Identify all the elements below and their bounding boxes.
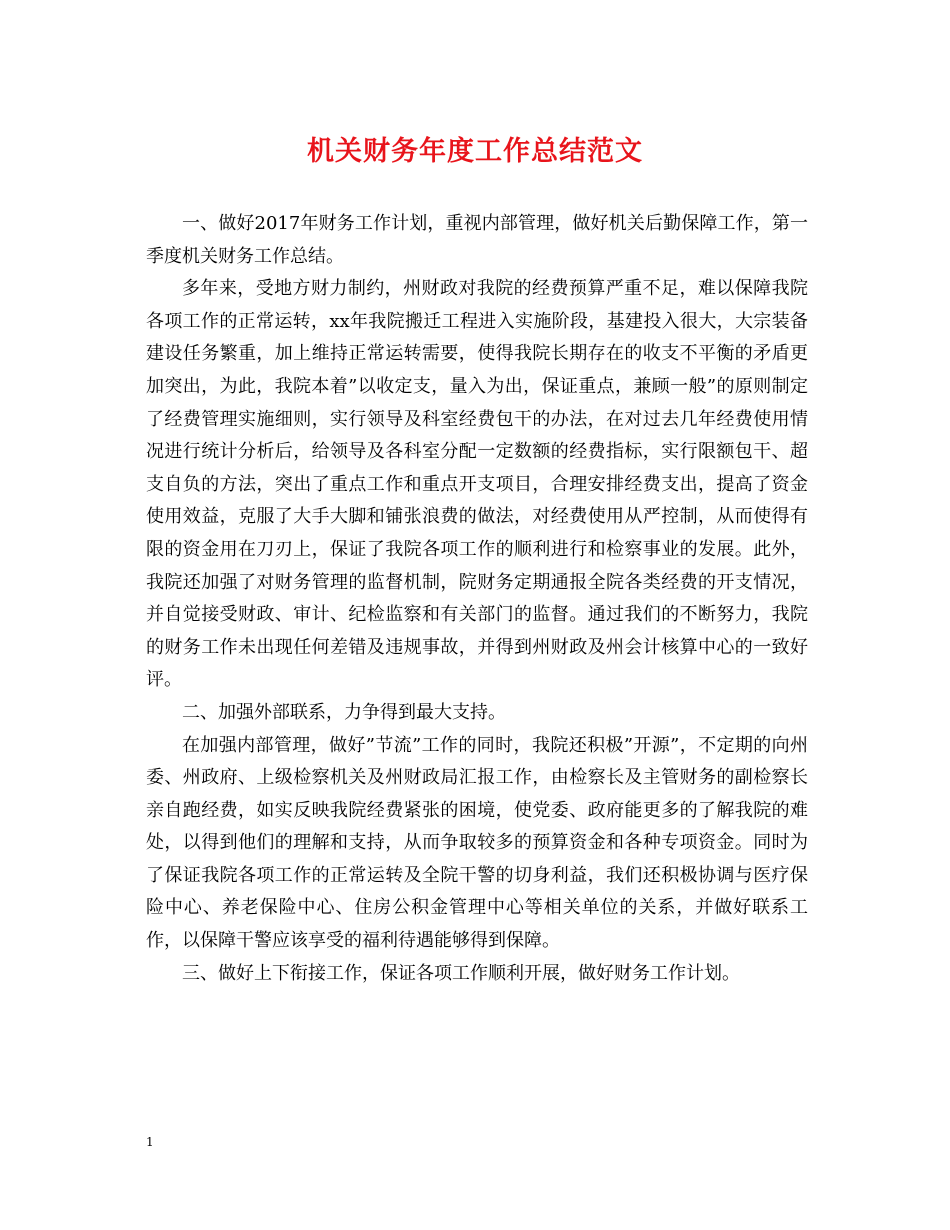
paragraph: 一、做好2017年财务工作计划，重视内部管理，做好机关后勤保障工作，第一季度机关财务工作总结。 <box>146 213 808 267</box>
page-number: 1 <box>146 1135 154 1149</box>
paragraph: 多年来，受地方财力制约，州财政对我院的经费预算严重不足，难以保障我院各项工作的正常运转，xx年我院搬迁工程进入实施阶段，基建投入很大，大宗装备建设任务繁重，加上维持正常运转需要，使得我院长期存在的收支不平衡的矛盾更加突出，为此，我院本着”以收定支，量入为出，保证重点，兼顾一般”的原则制定了经费管理实施细则，实行领导及科室经费包干的办法，在对过去几年经费使用情况进行统计分析后，给领导及各科室分配一定数额的经费指标，实行限额包干、超支自负的方法，突出了重点工作和重点开支项目，合理安排经费支出，提高了资金使用效益，克服了大手大脚和铺张浪费的做法，对经费使用从严控制，从而使得有限的资金用在刀刃上，保证了我院各项工作的顺利进行和检察事业的发展。此外，我院还加强了对财务管理的监督机制，院财务定期通报全院各类经费的开支情况，并自觉接受财政、审计、纪检监察和有关部门的监督。通过我们的不断努力，我院的财务工作未出现任何差错及违规事故，并得到州财政及州会计核算中心的一致好评。 <box>146 278 808 691</box>
document-title: 机关财务年度工作总结范文 <box>307 136 643 167</box>
paragraph: 在加强内部管理，做好”节流”工作的同时，我院还积极”开源”，不定期的向州委、州政府、上级检察机关及州财政局汇报工作，由检察长及主管财务的副检察长亲自跑经费，如实反映我院经费紧张的困境，使党委、政府能更多的了解我院的难处，以得到他们的理解和支持，从而争取较多的预算资金和各种专项资金。同时为了保证我院各项工作的正常运转及全院干警的切身利益，我们还积极协调与医疗保险中心、养老保险中心、住房公积金管理中心等相关单位的关系，并做好联系工作，以保障干警应该享受的福利待遇能够得到保障。 <box>146 734 808 952</box>
paragraph: 二、加强外部联系，力争得到最大支持。 <box>182 701 506 723</box>
document-body <box>146 208 808 990</box>
paragraph: 三、做好上下衔接工作，保证各项工作顺利开展，做好财务工作计划。 <box>182 962 740 984</box>
